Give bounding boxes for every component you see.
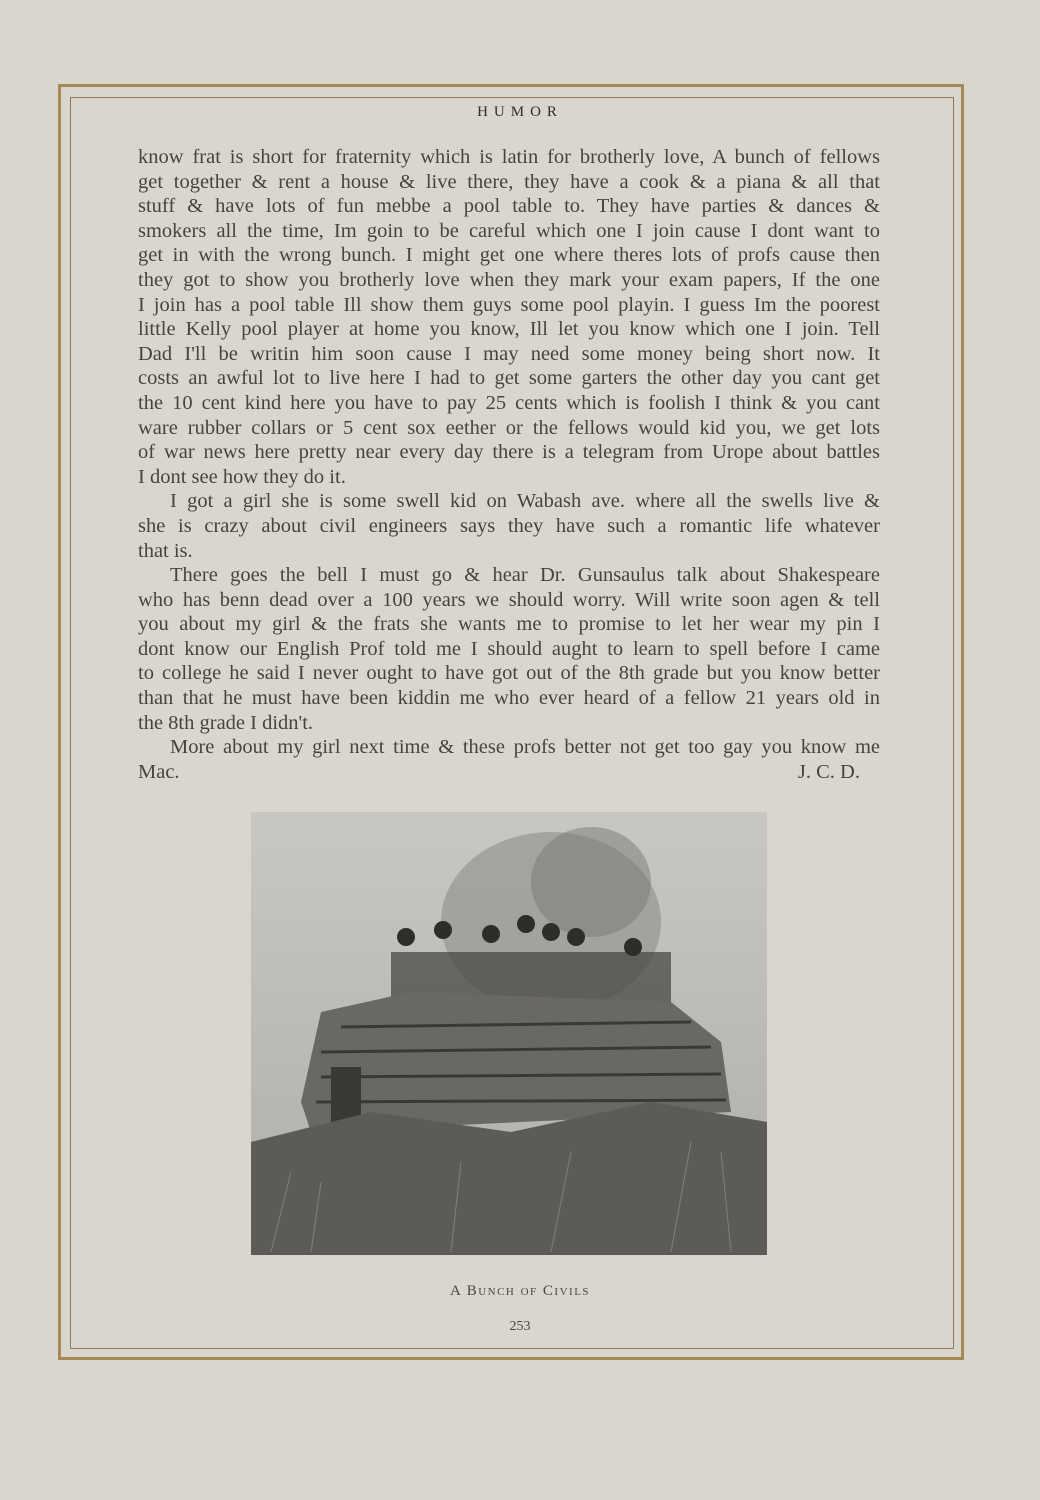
text-line: get in with the wrong bunch. I might get one where theres lots of profs cause then (138, 244, 880, 267)
section-header: HUMOR (477, 104, 563, 120)
text-line: ware rubber collars or 5 cent sox eether or the fellows would kid you, we get lots (138, 416, 880, 439)
text-line: There goes the bell I must go & hear Dr. Gunsaulus talk about Shakespeare (170, 564, 880, 587)
text-line: than that he must have been kiddin me who ever heard of a fellow 21 years old in (138, 687, 880, 710)
text-line: dont know our English Prof told me I should aught to learn to spell before I came (138, 637, 880, 660)
text-line: she is crazy about civil engineers says they have such a romantic life whatever (138, 514, 880, 537)
text-line: who has benn dead over a 100 years we should worry. Will write soon agen & tell (138, 588, 880, 611)
text-line: you about my girl & the frats she wants me to promise to let her wear my pin I (138, 613, 880, 636)
text-line: smokers all the time, Im goin to be careful which one I join cause I dont want to (138, 219, 880, 242)
closing-line (138, 760, 880, 785)
text-line: little Kelly pool player at home you know, Ill let you know which one I join. Tell (138, 318, 880, 341)
text-line: I join has a pool table Ill show them guys some pool playin. I guess Im the poorest (138, 293, 880, 316)
text-line: Dad I'll be writin him soon cause I may need some money being short now. It (138, 342, 880, 365)
closing-name: Mac. (138, 760, 180, 783)
photo-bunch-of-civils (251, 812, 767, 1255)
text-line: More about my girl next time & these profs better not get too gay you know me (170, 736, 880, 759)
page-number: 253 (509, 1319, 531, 1334)
photo-caption: A Bunch of Civils (449, 1283, 591, 1299)
text-line: the 8th grade I didn't. (138, 711, 314, 734)
text-line: that is. (138, 539, 193, 562)
text-line: I got a girl she is some swell kid on Wabash ave. where all the swells live & (170, 490, 880, 513)
text-line: know frat is short for fraternity which is latin for brotherly love, A bunch of fellows (138, 146, 880, 168)
text-line: costs an awful lot to live here I had to get some garters the other day you cant get (138, 367, 880, 390)
text-line: of war news here pretty near every day there is a telegram from Urope about battles (138, 441, 880, 464)
text-line: stuff & have lots of fun mebbe a pool table to. They have parties & dances & (138, 195, 880, 218)
text-line: I dont see how they do it. (138, 465, 346, 488)
letter-body (138, 145, 880, 784)
text-line: they got to show you brotherly love when they mark your exam papers, If the one (138, 268, 880, 291)
text-line: get together & rent a house & live there, they have a cook & a piana & all that (138, 170, 880, 193)
text-line: the 10 cent kind here you have to pay 25 cents which is foolish I think & you cant (138, 391, 880, 414)
signature: J. C. D. (797, 760, 860, 783)
text-line: to college he said I never ought to have got out of the 8th grade but you know better (138, 662, 880, 685)
